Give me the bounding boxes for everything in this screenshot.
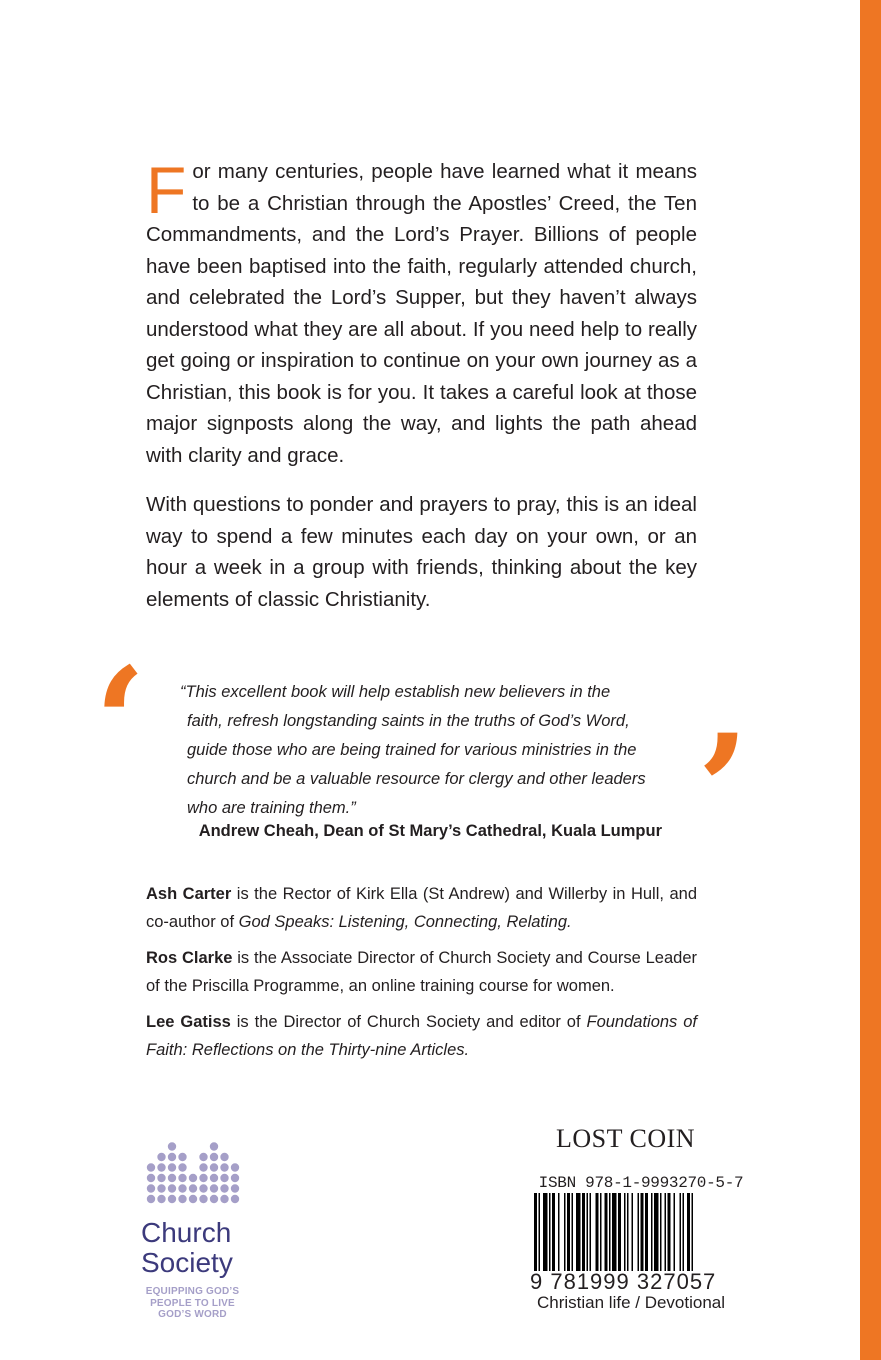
isbn-digits: 9 781999 327057 (530, 1269, 717, 1294)
author-work-title: God Speaks: Listening, Connecting, Relating. (238, 913, 572, 931)
drop-cap: F (146, 153, 187, 227)
endorsement-text: “This excellent book will help establish new believers in the faith, refresh longstanding saints in the truths of God’s Word, guide those who are being trained for various ministries in the church and be a valuable resource for clergy and other leaders who are training them.” (180, 683, 646, 817)
author-name: Ros Clarke (146, 949, 233, 967)
spine-stripe (860, 0, 881, 1360)
author-bios (146, 880, 697, 1072)
author-bio (146, 1008, 697, 1064)
church-society-tagline-1: EQUIPPING GOD’S (145, 1286, 240, 1297)
church-society-name (135, 1218, 250, 1278)
barcode-icon (530, 1193, 752, 1275)
church-society-tagline-3: GOD’S WORD (158, 1309, 227, 1320)
blurb-paragraph-2: With questions to ponder and prayers to pray, this is an ideal way to spend a few minutes each day on your own, or an hour a week in a group with friends, thinking about the key elements of classic Christianity. (146, 493, 697, 611)
endorsement-quote (178, 678, 648, 823)
close-quote-mark: ’ (697, 702, 750, 878)
church-society-name-line-1: Church (141, 1217, 232, 1248)
author-name: Lee Gatiss (146, 1013, 231, 1031)
author-bio-text: is the Associate Director of Church Society and Course Leader of the Priscilla Programme, an online training course for women. (146, 949, 698, 995)
church-society-tagline-2: PEOPLE TO LIVE (150, 1297, 235, 1309)
endorsement-attribution: Andrew Cheah, Dean of St Mary’s Cathedral, Kuala Lumpur (198, 822, 662, 840)
author-bio-text: is the Rector of Kirk Ella (St Andrew) and Willerby in Hull, and co-author of (146, 885, 697, 931)
publisher-logo: LOST COIN (556, 1124, 696, 1153)
blurb-paragraph-1-text: or many centuries, people have learned what it means to be a Christian through the Apostles’ Creed, the Ten Commandments, and the Lord’s Prayer. Billions of people have been baptised into the faith, regularly attended church, and celebrated the Lord’s Supper, but they haven’t always understood what they are all about. If you need help to really get going or inspiration to continue on your own journey as a Christian, this book is for you. It takes a careful look at those major signposts along the way, and lights the path ahead with clarity and grace. (146, 160, 697, 467)
church-dots-icon (143, 1115, 243, 1205)
author-bio (146, 880, 697, 936)
author-bio-text: is the Director of Church Society and editor of (230, 1013, 587, 1031)
church-society-logo (135, 1115, 250, 1321)
isbn-label: ISBN 978-1-9993270-5-7 (538, 1174, 744, 1192)
open-quote-mark: ‘ (94, 635, 147, 811)
author-work-title: Foundations of Faith: Reflections on the Thirty-nine Articles. (146, 1013, 698, 1059)
blurb-paragraph-1 (146, 153, 697, 471)
church-society-name-line-2: Society (141, 1247, 233, 1278)
blurb (146, 153, 697, 633)
author-bio (146, 944, 697, 1000)
isbn-barcode (530, 1175, 752, 1295)
category-label: Christian life / Devotional (537, 1293, 726, 1312)
church-society-tagline (135, 1286, 250, 1321)
author-name: Ash Carter (146, 885, 232, 903)
